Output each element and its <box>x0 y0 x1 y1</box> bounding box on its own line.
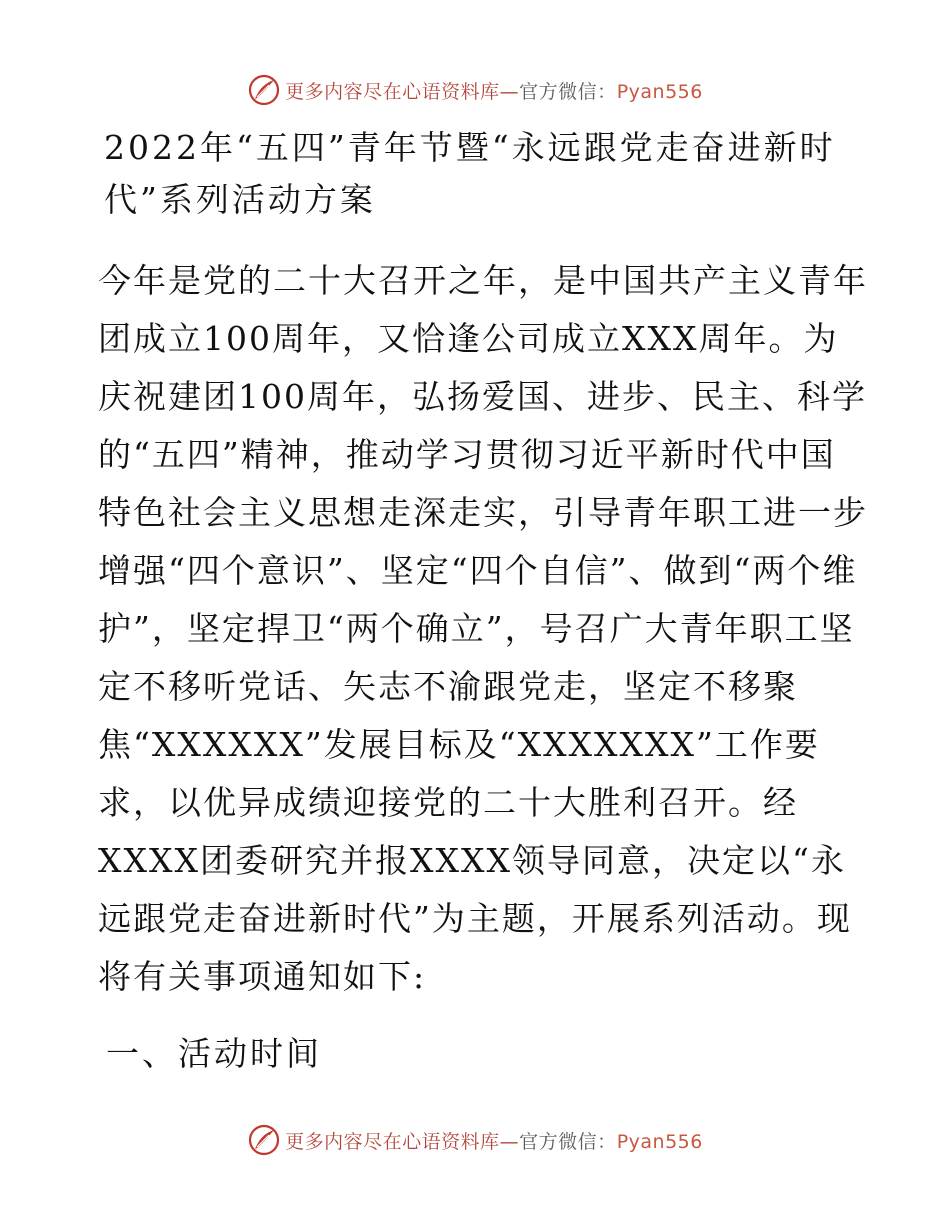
footer-banner <box>0 1120 950 1160</box>
banner-wechat-label: 官方微信： <box>519 80 617 103</box>
red-quill-logo-icon <box>247 73 281 107</box>
banner-account: Pyan556 <box>616 1130 703 1153</box>
banner-site-name: 更多内容尽在心语资料库 <box>285 80 500 103</box>
banner-wechat-label: 官方微信： <box>519 1130 617 1153</box>
section-heading: 一、活动时间 <box>106 1034 322 1073</box>
intro-paragraph: 今年是党的二十大召开之年，是中国共产主义青年团成立100周年，又恰逢公司成立XXX周年。为庆祝建团100周年，弘扬爱国、进步、民主、科学的“五四”精神，推动学习贯彻习近平新时代中国特色社会主义思想走深走实，引导青年职工进一步增强“四个意识”、坚定“四个自信”、做到“两个维护”，坚定捍卫“两个确立”，号召广大青年职工坚定不移听党话、矢志不渝跟党走，坚定不移聚焦“XXXXXX”发展目标及“XXXXXXX”工作要求，以优异成绩迎接党的二十大胜利召开。经XXXX团委研究并报XXXX领导同意，决定以“永远跟党走奋进新时代”为主题，开展系列活动。现将有关事项通知如下: <box>98 261 868 996</box>
header-banner <box>0 70 950 110</box>
banner-text <box>285 1127 703 1154</box>
red-quill-logo-icon <box>247 1123 281 1157</box>
banner-site-name: 更多内容尽在心语资料库 <box>285 1130 500 1153</box>
banner-account: Pyan556 <box>616 80 703 103</box>
document-title: 2022年“五四”青年节暨“永远跟党走奋进新时代”系列活动方案 <box>104 128 836 219</box>
banner-text <box>285 77 703 104</box>
banner-dash: — <box>499 1130 520 1153</box>
banner-dash: — <box>499 80 520 103</box>
